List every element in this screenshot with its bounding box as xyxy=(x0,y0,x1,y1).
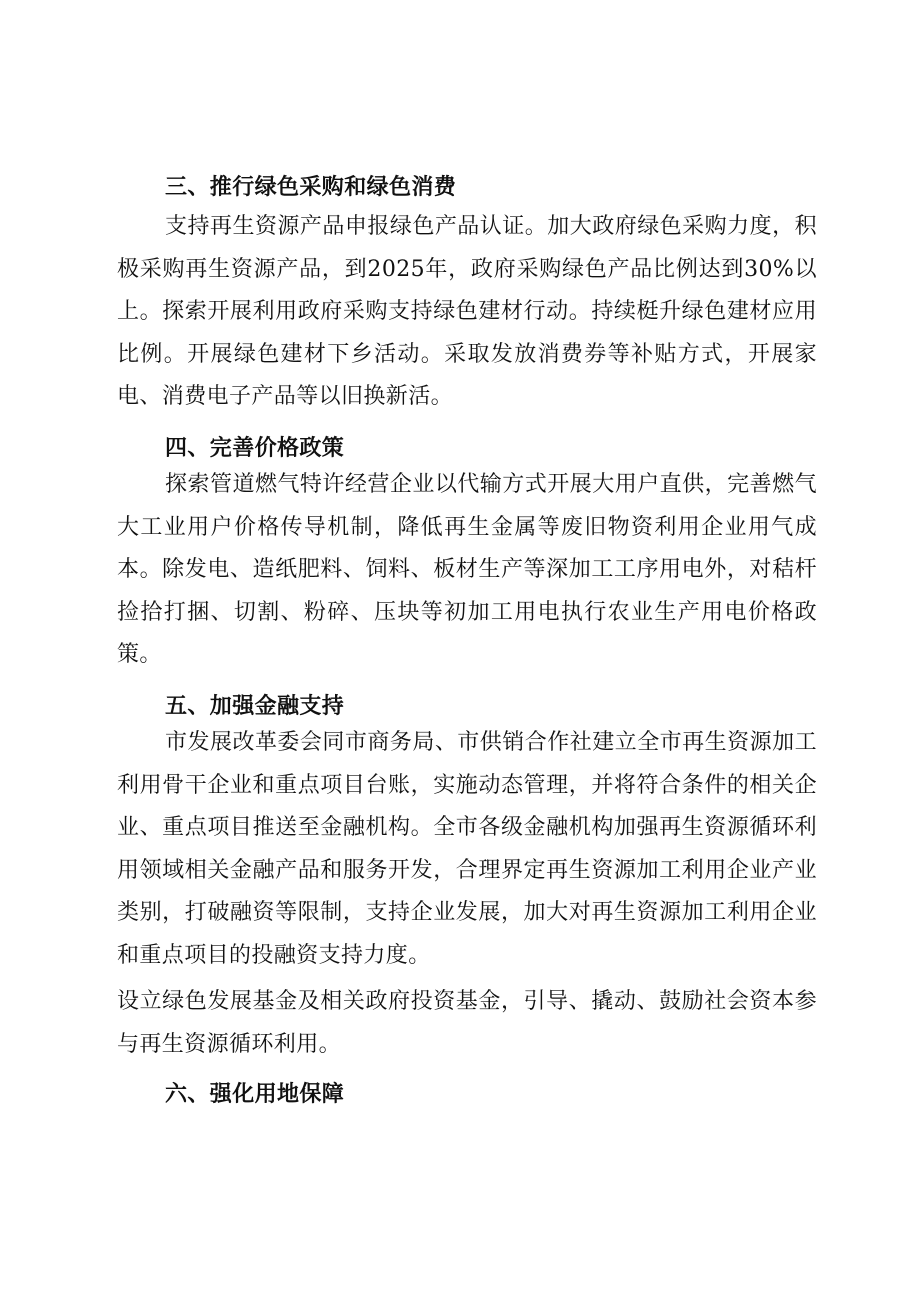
section-4-paragraph: 探索管道燃气特许经营企业以代输方式开展大用户直供，完善燃气大工业用户价格传导机制，降低再生金属等废旧物资利用企业用气成本。除发电、造纸肥料、饲料、板材生产等深加工工序用电外，对秸杆捡拾打捆、切割、粉碎、压块等初加工用电执行农业生产用电价格政策。 xyxy=(117,472,817,668)
section-5-paragraph-2: 设立绿色发展基金及相关政府投资基金，引导、撬动、鼓励社会资本参与再生资源循环利用。 xyxy=(117,989,817,1057)
section-heading-5: 五、加强金融支持 xyxy=(165,694,345,719)
section-5-paragraph-1: 市发展改革委会同市商务局、市供销合作社建立全市再生资源加工利用骨干企业和重点项目台账，实施动态管理，并将符合条件的相关企业、重点项目推送至金融机构。全市各级金融机构加强再生资源循环利用领域相关金融产品和服务开发，合理界定再生资源加工利用企业产业类别，打破融资等限制，支持企业发展，加大对再生资源加工利用企业和重点项目的投融资支持力度。 xyxy=(117,730,817,968)
section-heading-6: 六、强化用地保障 xyxy=(165,1082,345,1107)
section-heading-4: 四、完善价格政策 xyxy=(165,436,345,461)
section-3-paragraph: 支持再生资源产品申报绿色产品认证。加大政府绿色采购力度，积极采购再生资源产品，到2025年，政府采购绿色产品比例达到30%以上。探索开展利用政府采购支持绿色建材行动。持续梃升绿色建材应用比例。开展绿色建材下乡活动。采取发放消费券等补贴方式，开展家电、消费电子产品等以旧换新活。 xyxy=(117,214,817,410)
section-heading-3: 三、推行绿色采购和绿色消费 xyxy=(165,175,457,200)
